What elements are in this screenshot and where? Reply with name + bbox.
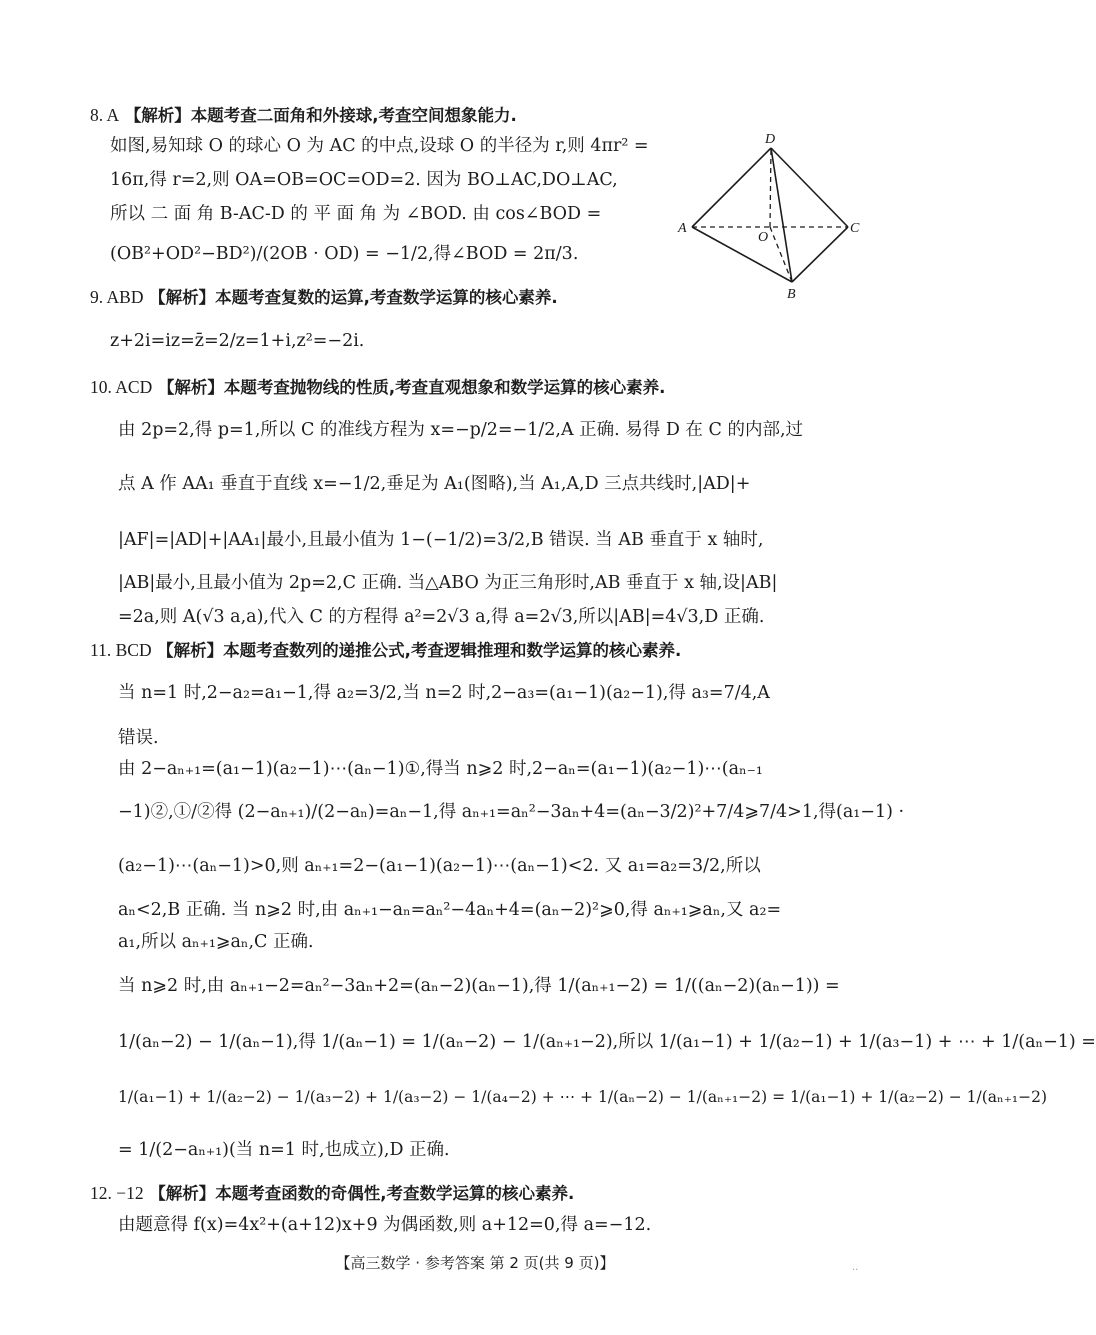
edge-DC xyxy=(771,148,848,227)
q12-summary: 本题考查函数的奇偶性,考查数学运算的核心素养. xyxy=(215,1184,575,1203)
q9-header xyxy=(90,286,558,309)
q10-header xyxy=(90,376,665,399)
q8-line-4: (OB²+OD²−BD²)/(2OB · OD) = −1/2,得∠BOD = 2π/3. xyxy=(110,244,579,264)
segment-OD-hidden xyxy=(770,148,771,227)
corner-mark: .. xyxy=(852,1262,859,1273)
label-A: A xyxy=(678,221,687,236)
q11-line-1: 当 n=1 时,2−a₂=a₁−1,得 a₂=3/2,当 n=2 时,2−a₃=(a₁−1)(a₂−1),得 a₃=7/4,A xyxy=(118,683,770,703)
q11-summary: 本题考查数列的递推公式,考查逻辑推理和数学运算的核心素养. xyxy=(223,641,682,660)
q8-line-1: 如图,易知球 O 的球心 O 为 AC 的中点,设球 O 的半径为 r,则 4πr² = xyxy=(110,136,649,156)
q10-summary: 本题考查抛物线的性质,考查直观想象和数学运算的核心素养. xyxy=(223,378,666,397)
q8-line-2: 16π,得 r=2,则 OA=OB=OC=OD=2. 因为 BO⊥AC,DO⊥AC, xyxy=(110,170,618,190)
q11-line-4: −1)②,①/②得 (2−aₙ₊₁)/(2−aₙ)=aₙ−1,得 aₙ₊₁=aₙ²−3aₙ+4=(aₙ−3/2)²+7/4⩾7/4>1,得(a₁−1) · xyxy=(118,802,905,822)
q8-header xyxy=(90,104,517,127)
edge-CB xyxy=(792,227,848,282)
label-B: B xyxy=(787,287,796,302)
q11-line-10: 1/(a₁−1) + 1/(a₂−2) − 1/(a₃−2) + 1/(a₃−2) − 1/(a₄−2) + ⋯ + 1/(aₙ−2) − 1/(aₙ₊₁−2) = 1/(a₁−1) + 1/(a₂−2) − 1/(aₙ₊₁−2) xyxy=(118,1088,1047,1106)
q11-line-8: 当 n⩾2 时,由 aₙ₊₁−2=aₙ²−3aₙ+2=(aₙ−2)(aₙ−1),得 1/(aₙ₊₁−2) = 1/((aₙ−2)(aₙ−1)) = xyxy=(118,976,840,996)
label-C: C xyxy=(850,221,860,236)
q11-line-5: (a₂−1)⋯(aₙ−1)>0,则 aₙ₊₁=2−(a₁−1)(a₂−1)⋯(aₙ−1)<2. 又 a₁=a₂=3/2,所以 xyxy=(118,856,761,876)
q11-header xyxy=(90,639,681,662)
q12-tag: 【解析】 xyxy=(149,1184,216,1203)
page-footer: 【高三数学 · 参考答案 第 2 页(共 9 页)】 xyxy=(335,1254,615,1272)
q8-line-3: 所以 二 面 角 B-AC-D 的 平 面 角 为 ∠BOD. 由 cos∠BOD = xyxy=(110,204,602,224)
q8-tag: 【解析】 xyxy=(124,106,191,125)
q9-tag: 【解析】 xyxy=(149,288,216,307)
q11-answer: 11. BCD xyxy=(90,640,152,660)
q10-line-2: 点 A 作 AA₁ 垂直于直线 x=−1/2,垂足为 A₁(图略),当 A₁,A,D 三点共线时,|AD|+ xyxy=(118,474,751,494)
edge-DA xyxy=(692,148,771,227)
q9-summary: 本题考查复数的运算,考查数学运算的核心素养. xyxy=(215,288,558,307)
q10-line-3: |AF|=|AD|+|AA₁|最小,且最小值为 1−(−1/2)=3/2,B 错误. 当 AB 垂直于 x 轴时, xyxy=(118,530,764,550)
q10-line-5: =2a,则 A(√3 a,a),代入 C 的方程得 a²=2√3 a,得 a=2√3,所以|AB|=4√3,D 正确. xyxy=(118,607,765,627)
q10-answer: 10. ACD xyxy=(90,377,153,397)
q11-line-11: = 1/(2−aₙ₊₁)(当 n=1 时,也成立),D 正确. xyxy=(118,1140,450,1160)
edge-AB xyxy=(692,227,792,282)
tetrahedron-figure xyxy=(672,128,872,308)
q10-tag: 【解析】 xyxy=(157,378,224,397)
edge-DB xyxy=(771,148,792,282)
q11-line-6: aₙ<2,B 正确. 当 n⩾2 时,由 aₙ₊₁−aₙ=aₙ²−4aₙ+4=(aₙ−2)²⩾0,得 aₙ₊₁⩾aₙ,又 a₂= xyxy=(118,900,782,920)
q12-header xyxy=(90,1182,574,1205)
q9-line-1: z+2i=iz=z̄=2/z=1+i,z²=−2i. xyxy=(110,331,365,351)
q11-line-2: 错误. xyxy=(118,728,159,748)
q8-summary: 本题考查二面角和外接球,考查空间想象能力. xyxy=(190,106,517,125)
q11-tag: 【解析】 xyxy=(157,641,224,660)
q8-answer: 8. A xyxy=(90,105,120,125)
q11-line-3: 由 2−aₙ₊₁=(a₁−1)(a₂−1)⋯(aₙ−1)①,得当 n⩾2 时,2−aₙ=(a₁−1)(a₂−1)⋯(aₙ₋₁ xyxy=(118,759,763,779)
label-D: D xyxy=(765,132,776,147)
q11-line-9: 1/(aₙ−2) − 1/(aₙ−1),得 1/(aₙ−1) = 1/(aₙ−2) − 1/(aₙ₊₁−2),所以 1/(a₁−1) + 1/(a₂−1) + 1/(a₃−1) + ⋯ + 1/(aₙ−1) = xyxy=(118,1032,1096,1052)
q9-answer: 9. ABD xyxy=(90,287,144,307)
segment-OB-hidden xyxy=(770,227,792,282)
q10-line-4: |AB|最小,且最小值为 2p=2,C 正确. 当△ABO 为正三角形时,AB 垂直于 x 轴,设|AB| xyxy=(118,573,778,593)
q11-line-7: a₁,所以 aₙ₊₁⩾aₙ,C 正确. xyxy=(118,932,314,952)
q12-line-1: 由题意得 f(x)=4x²+(a+12)x+9 为偶函数,则 a+12=0,得 a=−12. xyxy=(118,1215,652,1235)
q10-line-1: 由 2p=2,得 p=1,所以 C 的准线方程为 x=−p/2=−1/2,A 正确. 易得 D 在 C 的内部,过 xyxy=(118,420,804,440)
q12-answer: 12. −12 xyxy=(90,1183,144,1203)
label-O: O xyxy=(758,230,769,245)
